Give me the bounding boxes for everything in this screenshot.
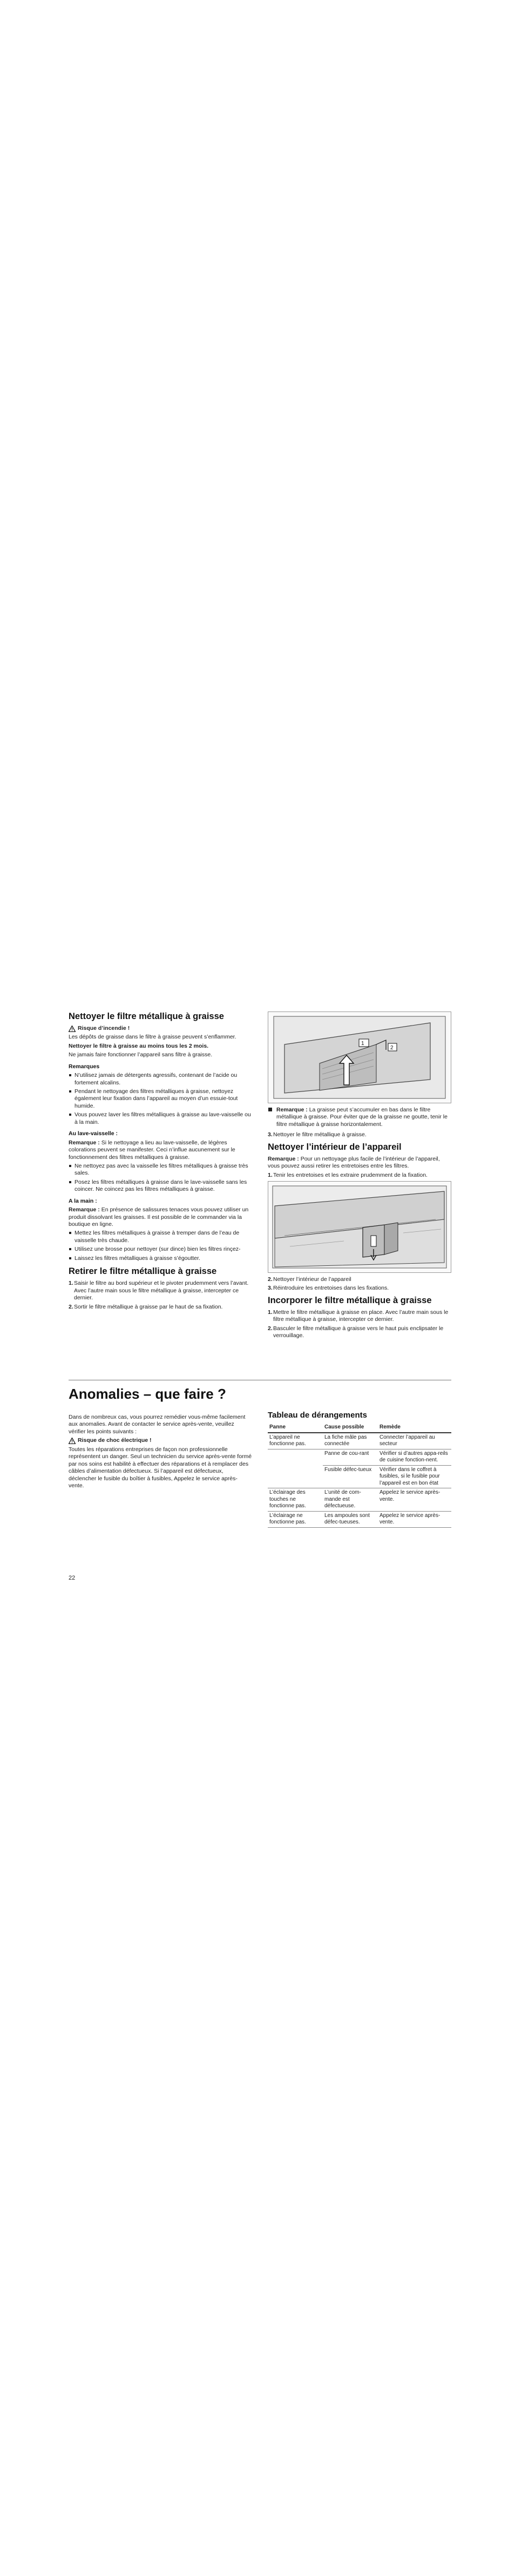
dishwasher-note <box>69 1139 252 1161</box>
note-label: Remarque : <box>69 1139 100 1146</box>
dishwasher-heading: Au lave-vaisselle : <box>69 1130 118 1137</box>
cause-cell: La fiche mâle pas connectée <box>323 1433 378 1449</box>
remedy-cell: Appelez le service après-vente. <box>378 1511 451 1527</box>
table-row <box>268 1488 451 1512</box>
step-text: Nettoyer le filtre métallique à graisse. <box>273 1131 367 1138</box>
step-number: 2. <box>268 1276 273 1283</box>
shock-warning-text: Toutes les réparations entreprises de façon non professionnelle représentent un danger. Seul un technicien du service après-vente formé par nos soins est habilité à effectuer des réparations et à remplacer des câbles d’alimentation défectueux. Si l’appareil est défectueux, déclencher le fusible du boîtier à fusibles, Appelez le service après-vente. <box>69 1446 252 1489</box>
list-item: Utilisez une brosse pour nettoyer (sur dince) bien les filtres rinçez- <box>69 1246 252 1253</box>
list-item: N’utilisez jamais de détergents agressifs, contenant de l’acide ou fortement alcalins. <box>69 1072 252 1087</box>
shock-warning <box>69 1437 252 1444</box>
list-item <box>268 1285 451 1292</box>
fault-cell <box>268 1449 323 1465</box>
fault-cell: L’appareil ne fonctionne pas. <box>268 1433 323 1449</box>
fire-warning <box>69 1025 252 1032</box>
table-row <box>268 1433 451 1449</box>
cause-cell: L’unité de com-mande est défectueuse. <box>323 1488 378 1512</box>
by-hand-note <box>69 1206 252 1228</box>
step-number: 3. <box>268 1285 273 1292</box>
right-column <box>268 1011 451 1342</box>
table-header-row <box>268 1423 451 1433</box>
step-number: 2. <box>268 1325 273 1332</box>
list-item <box>268 1325 451 1340</box>
remedy-cell: Connecter l’appareil au secteur <box>378 1433 451 1449</box>
remedy-cell: Vérifier dans le coffret à fusibles, si le fusible pour l’appareil est en bon état <box>378 1465 451 1488</box>
step-text: Nettoyer l’intérieur de l’appareil <box>273 1276 351 1283</box>
remarks-list <box>69 1072 252 1126</box>
never-without-filter-text: Ne jamais faire fonctionner l’appareil sans filtre à graisse. <box>69 1051 213 1058</box>
insert-steps <box>268 1309 451 1340</box>
list-item: Posez les filtres métalliques à graisse dans le lave-vaisselle sans les coincer. Ne coincez pas les filtres métalliques à graisse. <box>69 1179 252 1193</box>
table-row <box>268 1465 451 1488</box>
section-title-clean-interior: Nettoyer l’intérieur de l’appareil <box>268 1142 402 1152</box>
step-number: 2. <box>69 1303 73 1310</box>
cause-cell: Fusible défec-tueux <box>323 1465 378 1488</box>
step-number: 3. <box>268 1131 273 1138</box>
warning-triangle-icon <box>69 1026 76 1032</box>
list-item <box>69 1280 252 1302</box>
fault-table-section <box>268 1411 451 1528</box>
note-text: Si le nettoyage a lieu au lave-vaisselle, de légères colorations peuvent se manifester. Ceci n’influe aucunement sur le fonctionnement des filtres métalliques à graisse. <box>69 1139 235 1161</box>
column-header: Cause possible <box>323 1423 378 1433</box>
step-number: 1. <box>268 1171 273 1178</box>
remove-steps <box>69 1280 252 1311</box>
list-item: Laissez les filtres métalliques à graisse s’égoutter. <box>69 1255 252 1262</box>
fault-cell <box>268 1465 323 1488</box>
left-column <box>69 1011 252 1313</box>
step-text: Basculer le filtre métallique à graisse vers le haut puis enclipsater le verrouillage. <box>273 1325 444 1339</box>
cause-cell: Panne de cou-rant <box>323 1449 378 1465</box>
note-text: En présence de salissures tenaces vous pouvez utiliser un produit dissolvant les graisses. Il est possible de le commander via la boutique en ligne. <box>69 1206 249 1228</box>
note-text: La graisse peut s’accumuler en bas dans le filtre métallique à graisse. Pour éviter que de la graisse ne goutte, tenir le filtre métallique à graisse horizontalement. <box>276 1107 448 1128</box>
interior-step-1 <box>268 1172 451 1179</box>
anomalies-intro <box>69 1414 252 1491</box>
svg-text:1: 1 <box>361 1041 364 1047</box>
fire-warning-text: Les dépôts de graisse dans le filtre à graisse peuvent s’enflammer. <box>69 1034 236 1041</box>
remedy-cell: Appelez le service après-vente. <box>378 1488 451 1512</box>
list-item <box>268 1131 451 1138</box>
step-number: 1. <box>268 1309 273 1316</box>
list-item: Mettez les filtres métalliques à graisse à tremper dans de l’eau de vaisselle très chaude. <box>69 1230 252 1244</box>
note-label: Remarque : <box>276 1107 308 1113</box>
table-row <box>268 1449 451 1465</box>
svg-text:2: 2 <box>390 1045 394 1051</box>
fault-table-title: Tableau de dérangements <box>268 1411 367 1420</box>
anomalies-title: Anomalies – que faire ? <box>69 1386 226 1402</box>
remedy-cell: Vérifier si d’autres appa-reils de cuisine fonction-nent. <box>378 1449 451 1465</box>
interior-steps <box>268 1276 451 1292</box>
step-text: Réintroduire les entretoises dans les fixations. <box>273 1285 389 1292</box>
table-row <box>268 1511 451 1527</box>
spacer-removal-illustration <box>268 1182 451 1272</box>
list-item: Ne nettoyez pas avec la vaisselle les filtres métalliques à graisse très sales. <box>69 1163 252 1177</box>
note-label: Remarque : <box>268 1155 299 1162</box>
shock-warning-label: Risque de choc électrique ! <box>78 1437 152 1444</box>
filter-removal-illustration <box>268 1012 451 1103</box>
step-text: Tenir les entretoises et les extraire prudemment de la fixation. <box>273 1171 428 1178</box>
column-header: Panne <box>268 1423 323 1433</box>
section-title-remove-filter: Retirer le filtre métallique à graisse <box>69 1266 217 1277</box>
by-hand-list <box>69 1230 252 1262</box>
by-hand-heading: A la main : <box>69 1197 97 1204</box>
fault-cell: L’éclairage ne fonctionne pas. <box>268 1511 323 1527</box>
figure-remove-filter <box>268 1011 451 1103</box>
warning-triangle-icon <box>69 1438 76 1444</box>
section-title-insert-filter: Incorporer le filtre métallique à graisse <box>268 1295 432 1305</box>
drip-note-text <box>276 1107 451 1128</box>
list-item: Vous pouvez laver les filtres métalliques à graisse au lave-vaisselle ou à la main. <box>69 1111 252 1126</box>
fault-table <box>268 1423 451 1528</box>
step-number: 1. <box>69 1280 73 1287</box>
step-text: Sortir le filtre métallique à graisse par le haut de sa fixation. <box>74 1303 223 1310</box>
column-header: Remède <box>378 1423 451 1433</box>
fault-cell: L’éclairage des touches ne fonctionne pas. <box>268 1488 323 1512</box>
remarks-heading: Remarques <box>69 1063 100 1070</box>
list-item <box>69 1304 252 1311</box>
list-item: Pendant le nettoyage des filtres métalliques à graisse, nettoyez également leur fixation dans l’appareil au moyen d’un essuie-tout humide. <box>69 1088 252 1110</box>
cause-cell: Les ampoules sont défec-tueuses. <box>323 1511 378 1527</box>
dishwasher-list <box>69 1163 252 1193</box>
list-item <box>268 1309 451 1324</box>
interior-note <box>268 1156 451 1170</box>
list-item <box>268 1172 451 1179</box>
figure-spacers <box>268 1181 451 1273</box>
page-number: 22 <box>69 1575 76 1581</box>
list-item <box>268 1276 451 1283</box>
info-bullet-icon <box>268 1107 273 1112</box>
fire-warning-label: Risque d’incendie ! <box>78 1024 130 1031</box>
note-label: Remarque : <box>69 1206 100 1213</box>
anomalies-intro-text: Dans de nombreux cas, vous pourrez remédier vous-même facilement aux anomalies. Avant de contacter le service après-vente, veuillez vérifier les points suivants : <box>69 1414 246 1435</box>
clean-step <box>268 1131 451 1138</box>
step-text: Mettre le filtre métallique à graisse en place. Avec l’autre main sous le filtre métallique à graisse, intercepter ce dernier. <box>273 1309 449 1323</box>
drip-note <box>268 1107 451 1130</box>
step-text: Saisir le filtre au bord supérieur et le pivoter prudemment vers l’avant. Avec l’autre main sous le filtre métallique à graisse, intercepter ce dernier. <box>74 1280 249 1302</box>
note-text: Pour un nettoyage plus facile de l’intérieur de l’appareil, vous pouvez aussi retirer les entretoises entre les filtres. <box>268 1155 440 1170</box>
clean-interval-text: Nettoyer le filtre à graisse au moins tous les 2 mois. <box>69 1042 209 1049</box>
section-title-clean-filter: Nettoyer le filtre métallique à graisse <box>69 1011 224 1021</box>
